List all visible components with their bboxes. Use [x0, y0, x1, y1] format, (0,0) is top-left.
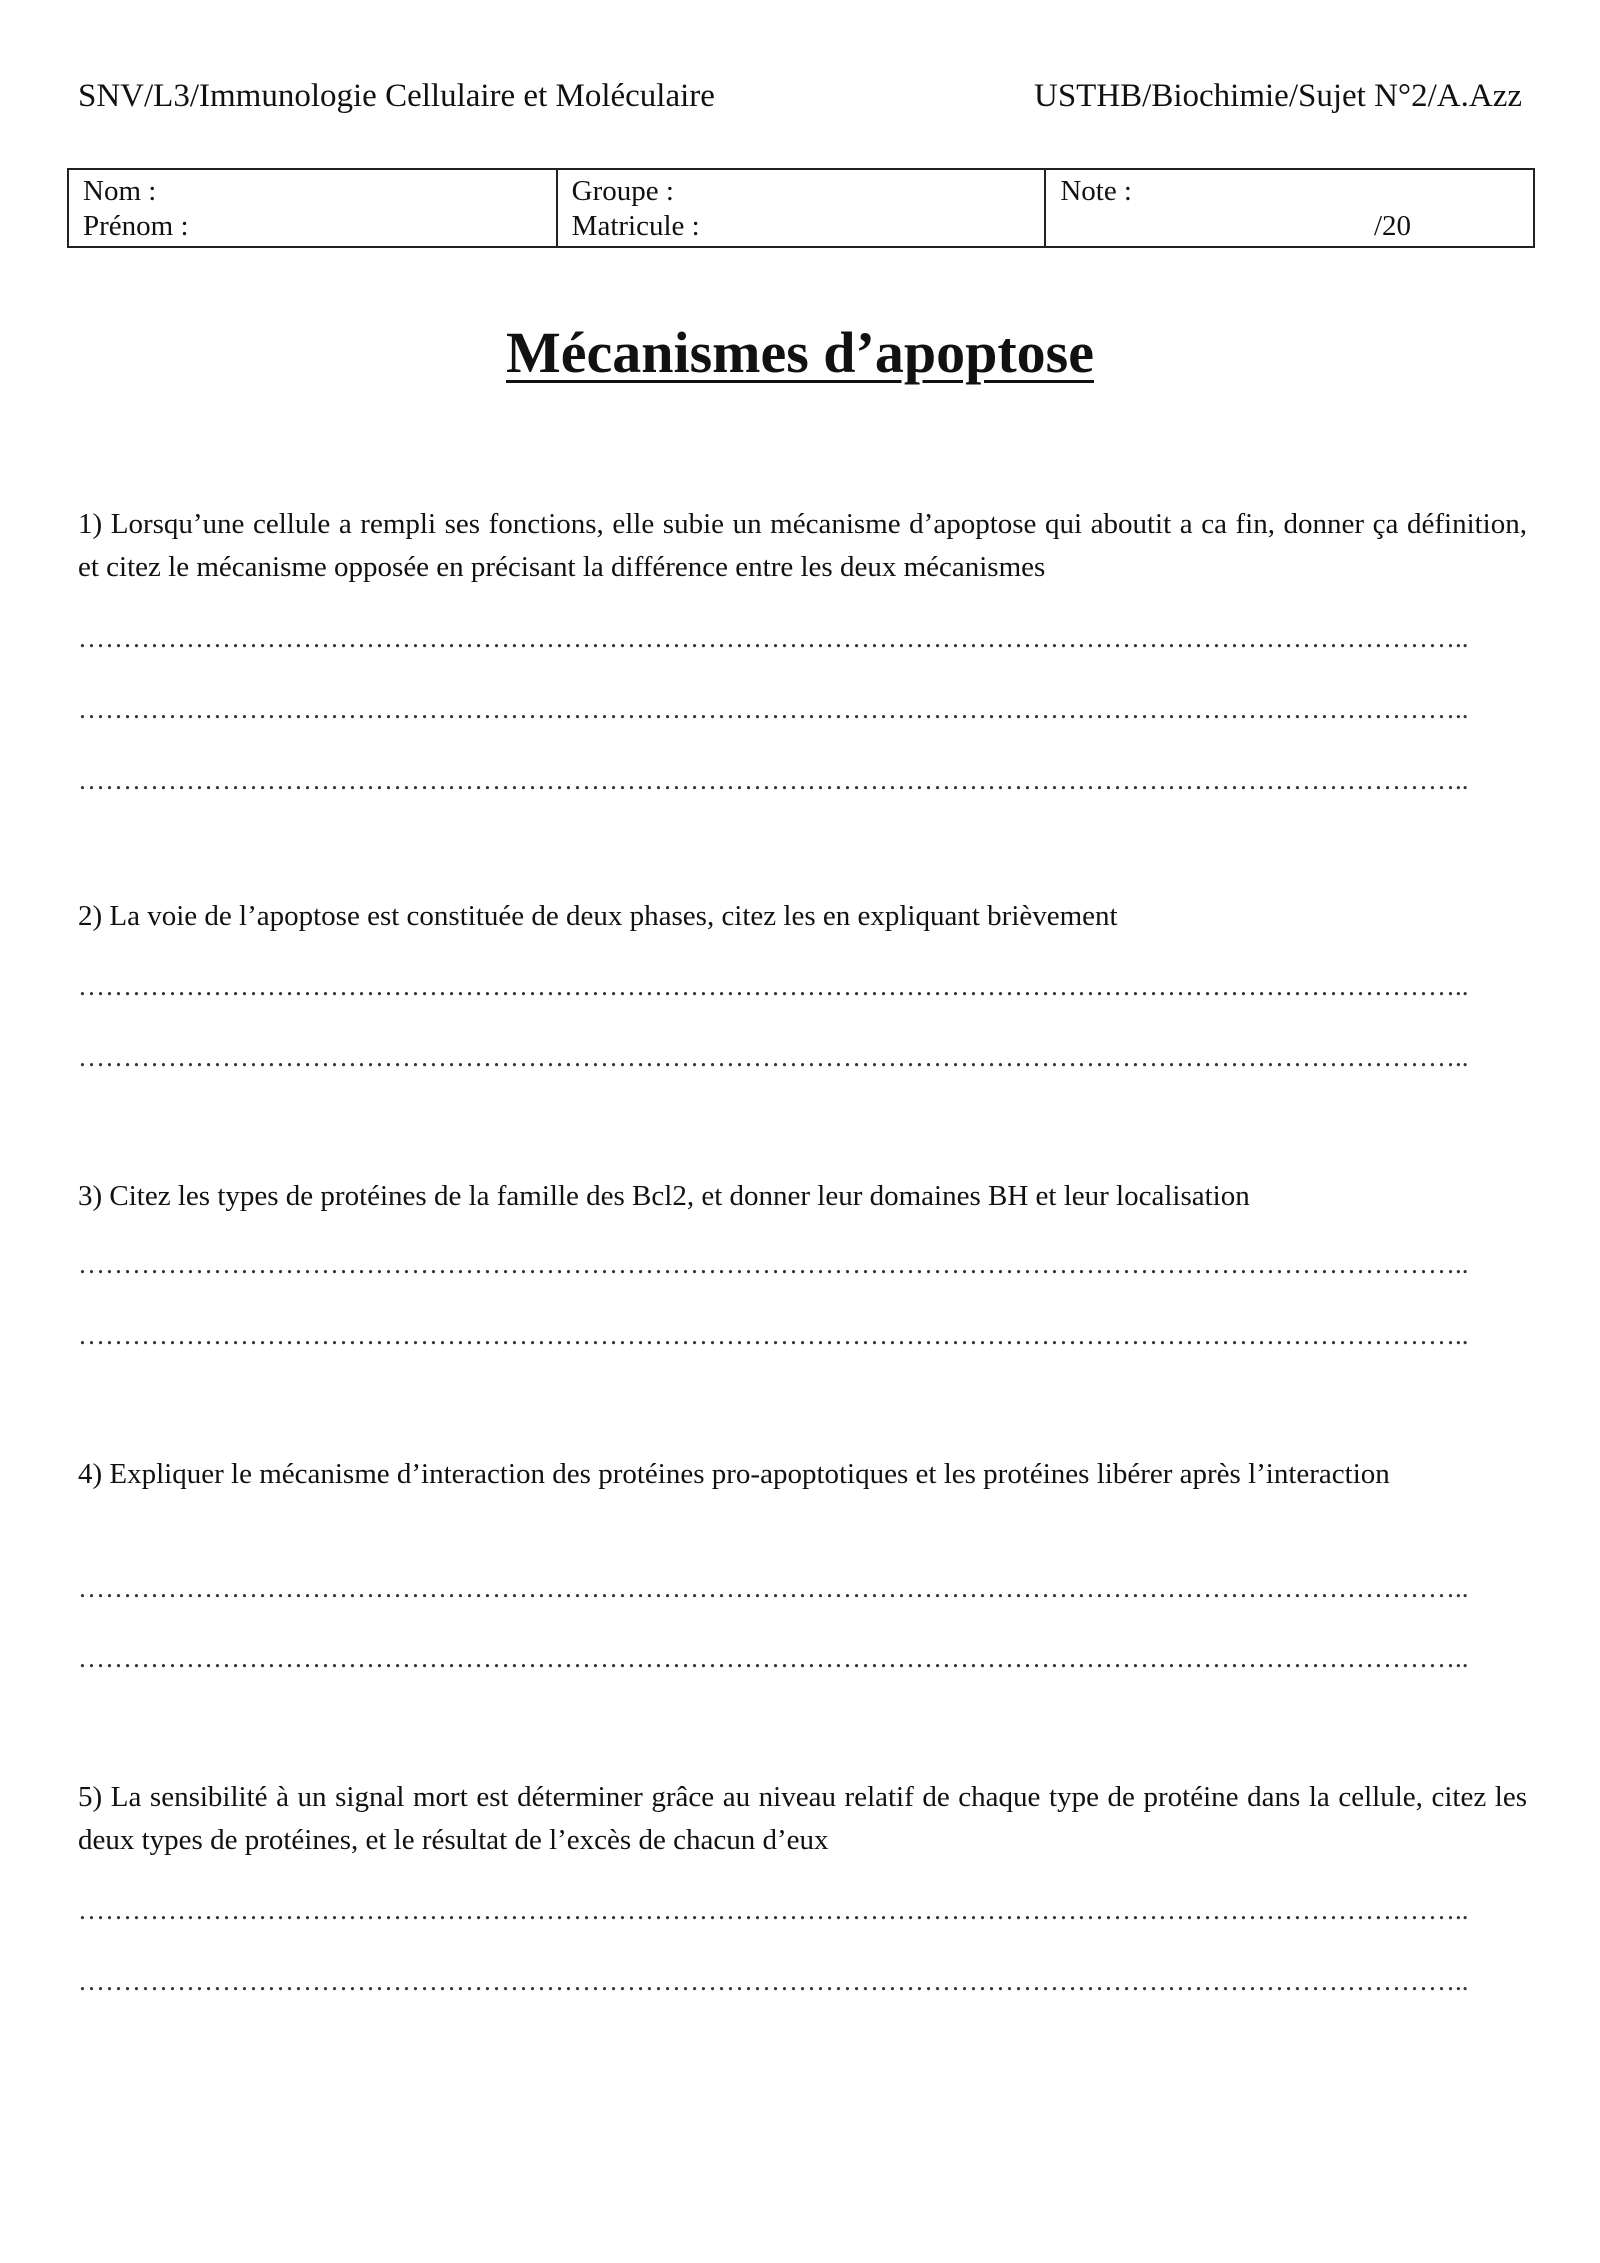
- answer-line[interactable]: ………………………………………………………………………………………………………………………………………..: [78, 765, 1469, 795]
- answer-line[interactable]: ………………………………………………………………………………………………………………………………………..: [78, 1643, 1469, 1673]
- question-1: 1) Lorsqu’une cellule a rempli ses fonctions, elle subie un mécanisme d’apoptose qui aboutit a ca fin, donner ça définition, et citez le mécanisme opposée en précisant la différence entre les deux mécanismes: [78, 508, 1527, 583]
- answer-line[interactable]: ………………………………………………………………………………………………………………………………………..: [78, 1573, 1469, 1603]
- group-cell[interactable]: [557, 169, 1046, 247]
- answer-line[interactable]: ………………………………………………………………………………………………………………………………………..: [78, 1320, 1469, 1350]
- answer-line[interactable]: ………………………………………………………………………………………………………………………………………..: [78, 1966, 1469, 1996]
- page-title: Mécanismes d’apoptose: [505, 320, 1094, 385]
- answer-line[interactable]: ………………………………………………………………………………………………………………………………………..: [78, 1249, 1469, 1279]
- question-2: 2) La voie de l’apoptose est constituée de deux phases, citez les en expliquant brièvement: [78, 900, 1118, 932]
- grade-cell[interactable]: [1045, 169, 1534, 247]
- subject-label: USTHB/Biochimie/Sujet N°2/A.Azz: [1034, 78, 1522, 114]
- nom-label: Nom :: [83, 175, 157, 207]
- question-4: 4) Expliquer le mécanisme d’interaction des protéines pro-apoptotiques et les protéines libérer après l’interaction: [78, 1458, 1390, 1490]
- student-info-table: [67, 168, 1535, 248]
- prenom-label: Prénom :: [83, 210, 189, 242]
- name-cell[interactable]: [68, 169, 557, 247]
- answer-line[interactable]: ………………………………………………………………………………………………………………………………………..: [78, 1895, 1469, 1925]
- question-3: 3) Citez les types de protéines de la famille des Bcl2, et donner leur domaines BH et leur localisation: [78, 1180, 1250, 1212]
- score-label: /20: [1373, 210, 1411, 242]
- answer-line[interactable]: ………………………………………………………………………………………………………………………………………..: [78, 623, 1469, 653]
- note-label: Note :: [1060, 175, 1132, 207]
- groupe-label: Groupe :: [571, 175, 674, 207]
- answer-line[interactable]: ………………………………………………………………………………………………………………………………………..: [78, 1042, 1469, 1072]
- matricule-label: Matricule :: [571, 210, 700, 242]
- answer-line[interactable]: ………………………………………………………………………………………………………………………………………..: [78, 971, 1469, 1001]
- course-label: SNV/L3/Immunologie Cellulaire et Moléculaire: [78, 78, 715, 114]
- question-5: 5) La sensibilité à un signal mort est déterminer grâce au niveau relatif de chaque type de protéine dans la cellule, citez les deux types de protéines, et le résultat de l’excès de chacun d’eux: [78, 1781, 1527, 1856]
- header: [78, 76, 1522, 116]
- answer-line[interactable]: ………………………………………………………………………………………………………………………………………..: [78, 694, 1469, 724]
